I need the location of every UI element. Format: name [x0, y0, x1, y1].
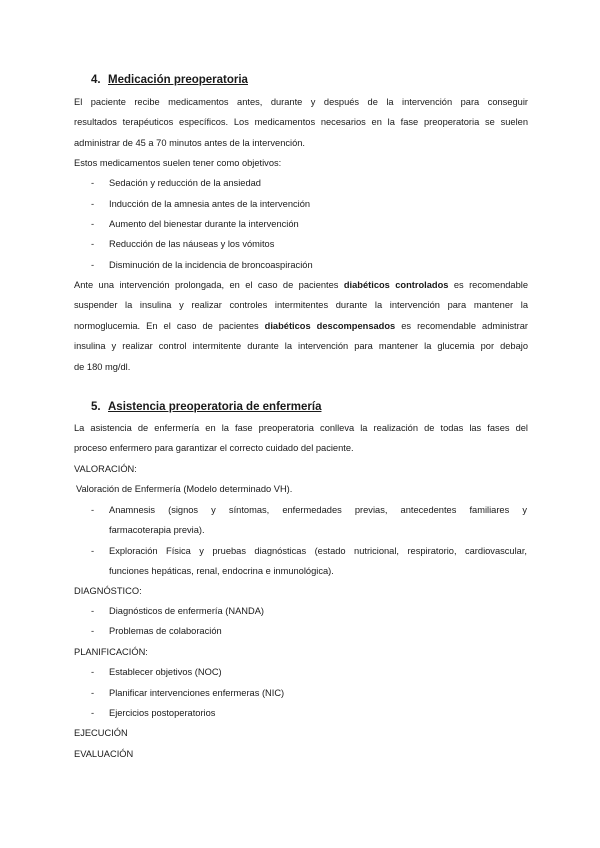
text-line: La asistencia de enfermería en la fase preoperatoria conlleva la realización de todas las fases del	[74, 423, 528, 433]
list-item-text: Reducción de las náuseas y los vómitos	[109, 239, 275, 249]
section-4-title: Medicación preoperatoria	[108, 74, 248, 86]
list-item-text: Diagnósticos de enfermería (NANDA)	[109, 606, 265, 616]
list-item-text: Planificar intervenciones enfermeras (NIC)	[109, 688, 285, 698]
text-run: Ante una intervención prolongada, en el caso de pacientes	[74, 280, 344, 290]
text-line: Anamnesis (signos y síntomas, enfermedades previas, antecedentes familiares y	[109, 505, 527, 515]
valoracion-label: VALORACIÓN:	[74, 464, 137, 474]
bullet-dash: -	[91, 219, 95, 229]
bullet-dash: -	[91, 708, 95, 718]
diabetes-paragraph	[74, 275, 528, 377]
bullet-dash: -	[91, 667, 95, 677]
bullet-dash: -	[91, 505, 95, 515]
diagnostico-label: DIAGNÓSTICO:	[74, 586, 142, 596]
list-item-text: Disminución de la incidencia de broncoaspiración	[109, 260, 313, 270]
section-4-heading	[91, 74, 248, 86]
valoracion-model: Valoración de Enfermería (Modelo determinado VH).	[76, 484, 293, 494]
text-line: El paciente recibe medicamentos antes, durante y después de la intervención para conseguir	[74, 97, 528, 107]
bold-term: diabéticos controlados	[343, 280, 449, 290]
text-line: insulina y realizar control intermitente durante la intervención para mantener la glucemia por debajo	[74, 341, 528, 352]
list-item-text: Problemas de colaboración	[109, 626, 222, 636]
section-4-number: 4.	[91, 74, 101, 86]
bullet-dash: -	[91, 546, 95, 556]
text-run: es recomendable	[448, 280, 528, 290]
section-5-number: 5.	[91, 401, 101, 413]
text-line: suspender la insulina y realizar controles intermitentes durante la intervención para mantener la	[74, 300, 528, 311]
text-line: resultados terapéuticos específicos. Los medicamentos necesarios en la fase preoperatoria se suelen	[74, 117, 528, 128]
bullet-dash: -	[91, 688, 95, 698]
section-4-intro	[74, 92, 528, 153]
list-item-text: Aumento del bienestar durante la intervención	[109, 219, 299, 229]
text-line: administrar de 45 a 70 minutos antes de la intervención.	[74, 137, 306, 148]
text-line	[74, 275, 528, 295]
section-5-intro	[74, 418, 528, 459]
bullet-dash: -	[91, 260, 95, 270]
list-item-text: Sedación y reducción de la ansiedad	[109, 178, 261, 188]
list-item-text: Ejercicios postoperatorios	[109, 708, 216, 718]
bullet-dash: -	[91, 626, 95, 636]
text-line: proceso enfermero para garantizar el correcto cuidado del paciente.	[74, 443, 354, 454]
list-item-text: Establecer objetivos (NOC)	[109, 667, 222, 677]
text-line: farmacoterapia previa).	[109, 525, 205, 536]
evaluacion-label: EVALUACIÓN	[74, 749, 134, 759]
text-line: de 180 mg/dl.	[74, 361, 131, 372]
bullet-dash: -	[91, 178, 95, 188]
list-item-text	[109, 541, 527, 582]
text-line	[74, 316, 528, 336]
bullet-dash: -	[91, 606, 95, 616]
bullet-dash: -	[91, 199, 95, 209]
ejecucion-label: EJECUCIÓN	[74, 728, 128, 738]
text-line: funciones hepáticas, renal, endocrina e inmunológica).	[109, 566, 334, 577]
planificacion-label: PLANIFICACIÓN:	[74, 647, 148, 657]
bold-term: diabéticos descompensados	[264, 320, 396, 331]
list-item-text: Inducción de la amnesia antes de la intervención	[109, 199, 311, 209]
text-run: es recomendable administrar	[395, 320, 529, 331]
section-5-heading	[91, 401, 321, 413]
list-item-text	[109, 500, 527, 541]
text-line: Exploración Física y pruebas diagnósticas (estado nutricional, respiratorio, cardiovascular,	[109, 546, 527, 556]
bullet-dash: -	[91, 239, 95, 249]
section-5-title: Asistencia preoperatoria de enfermería	[108, 401, 322, 413]
text-run: normoglucemia. En el caso de pacientes	[74, 320, 265, 331]
objectives-intro: Estos medicamentos suelen tener como objetivos:	[74, 158, 282, 168]
